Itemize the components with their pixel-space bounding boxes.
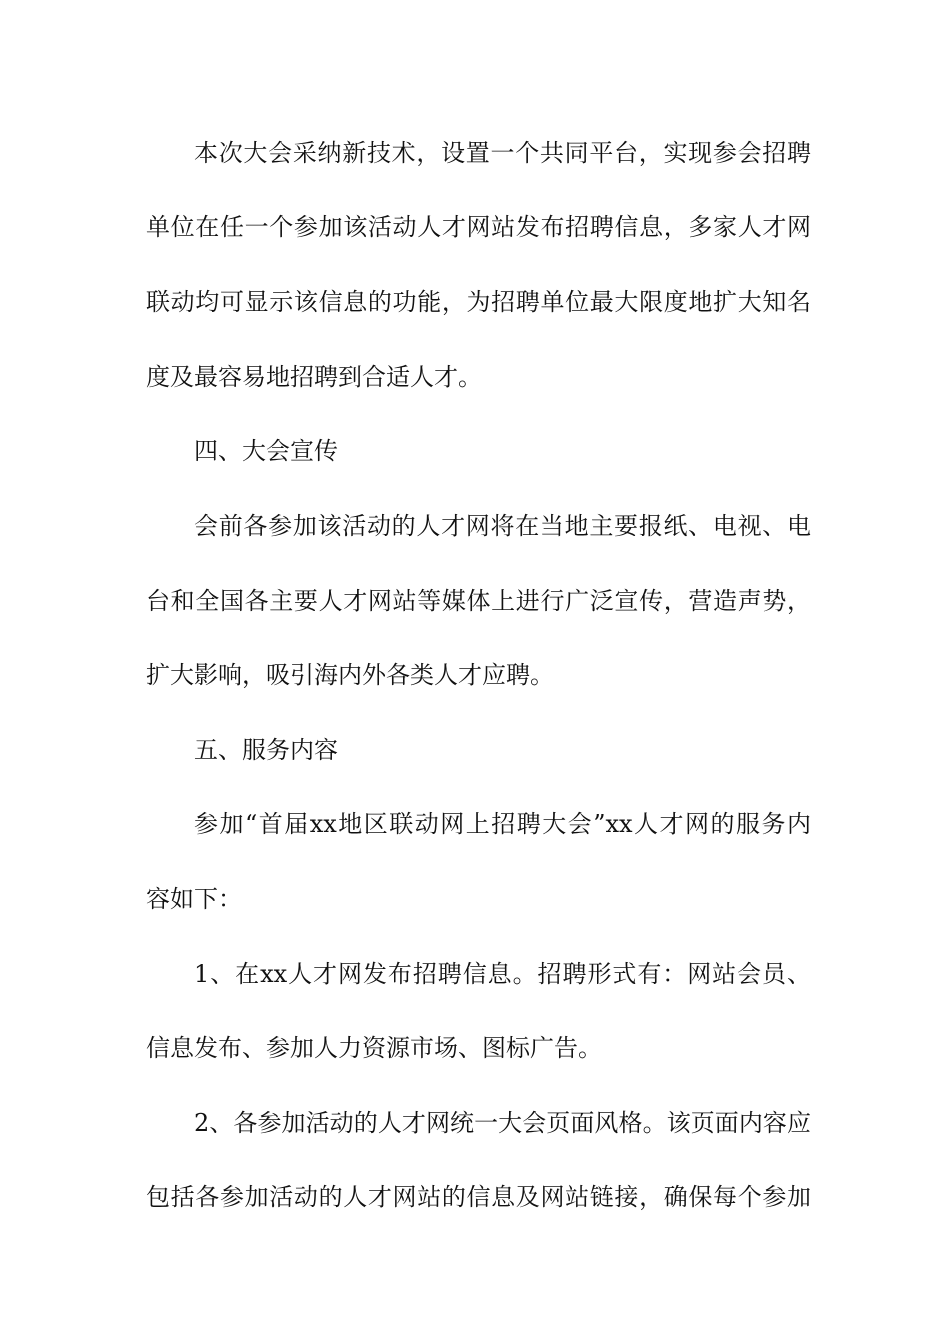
paragraph-line: 本次大会采纳新技术，设置一个共同平台，实现参会招聘 (194, 139, 811, 167)
list-item-line: 1、在xx人才网发布招聘信息。招聘形式有：网站会员、 (194, 960, 811, 988)
paragraph-line: 联动均可显示该信息的功能，为招聘单位最大限度地扩大知名 (146, 288, 811, 316)
section-heading: 五、服务内容 (194, 736, 338, 764)
list-item-line: 包括各参加活动的人才网站的信息及网站链接，确保每个参加 (146, 1183, 811, 1211)
paragraph-line: 台和全国各主要人才网站等媒体上进行广泛宣传，营造声势， (146, 587, 811, 615)
paragraph-line: 参加“首届xx地区联动网上招聘大会”xx人才网的服务内 (194, 810, 811, 838)
paragraph-line: 单位在任一个参加该活动人才网站发布招聘信息，多家人才网 (146, 213, 811, 241)
list-item-line: 2、各参加活动的人才网统一大会页面风格。该页面内容应 (194, 1109, 811, 1137)
paragraph-line: 扩大影响，吸引海内外各类人才应聘。 (146, 661, 554, 689)
paragraph-line: 会前各参加该活动的人才网将在当地主要报纸、电视、电 (194, 512, 811, 540)
list-item-line: 信息发布、参加人力资源市场、图标广告。 (146, 1034, 602, 1062)
paragraph-line: 容如下： (146, 885, 242, 913)
section-heading: 四、大会宣传 (194, 437, 338, 465)
paragraph-line: 度及最容易地招聘到合适人才。 (146, 363, 482, 391)
